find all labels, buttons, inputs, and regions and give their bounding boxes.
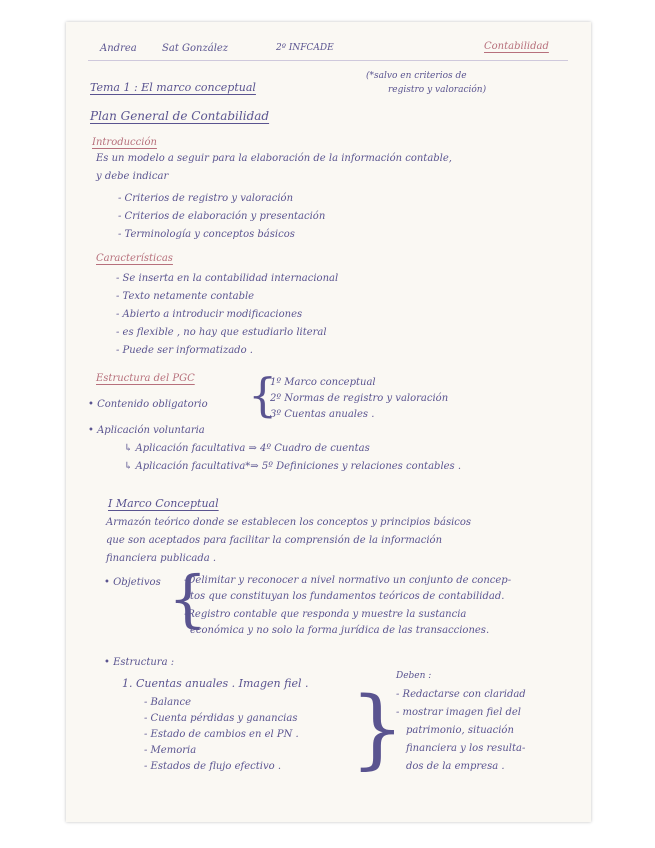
- pgc-part: 1º Marco conceptual: [270, 377, 376, 388]
- marco-heading: I Marco Conceptual: [108, 497, 219, 510]
- header-rule: [88, 60, 568, 61]
- deben-item-2b: patrimonio, situación: [406, 725, 514, 736]
- caracteristica-item: - Texto netamente contable: [116, 291, 255, 302]
- estructura-heading: Estructura del PGC: [96, 373, 195, 384]
- brace-objetivos: {: [168, 562, 208, 635]
- intro-item: - Terminología y conceptos básicos: [118, 229, 295, 240]
- objetivo-2a: -Registro contable que responda y muestre la sustancia: [184, 609, 467, 620]
- objetivo-1a: -Delimitar y reconocer a nivel normativo un conjunto de concep-: [184, 575, 512, 586]
- cuentas-item: - Balance: [144, 697, 191, 708]
- deben-item-1: - Redactarse con claridad: [396, 689, 526, 700]
- objetivo-2b: económica y no solo la forma jurídica de las transacciones.: [190, 625, 490, 636]
- title-note-line1: (*salvo en criterios de: [366, 71, 467, 81]
- deben-item-2c: financiera y los resulta-: [406, 743, 526, 754]
- intro-line2: y debe indicar: [96, 171, 169, 182]
- intro-item: - Criterios de registro y valoración: [118, 193, 294, 204]
- cuentas-item: - Estados de flujo efectivo .: [144, 761, 281, 772]
- tema-title: Tema 1 : El marco conceptual: [90, 81, 256, 94]
- contenido-obligatorio: • Contenido obligatorio: [88, 399, 208, 410]
- caracteristica-item: - Abierto a introducir modificaciones: [116, 309, 303, 320]
- intro-item: - Criterios de elaboración y presentación: [118, 211, 326, 222]
- cuentas-item: - Memoria: [144, 745, 197, 756]
- brace-pgc: {: [248, 368, 278, 422]
- caracteristica-item: - Puede ser informatizado .: [116, 345, 253, 356]
- caracteristicas-heading: Características: [96, 253, 173, 264]
- subject-label: Contabilidad: [484, 41, 549, 52]
- notebook-page: [66, 22, 591, 822]
- marco-def-line3: financiera publicada .: [106, 553, 217, 564]
- deben-label: Deben :: [396, 671, 432, 681]
- aplicacion-voluntaria: • Aplicación voluntaria: [88, 425, 205, 436]
- intro-heading: Introducción: [92, 137, 157, 148]
- intro-line1: Es un modelo a seguir para la elaboración de la información contable,: [96, 153, 452, 164]
- plan-title: Plan General de Contabilidad: [90, 109, 270, 123]
- objetivos-label: • Objetivos: [104, 577, 161, 588]
- pgc-part: 2º Normas de registro y valoración: [270, 393, 449, 404]
- cuentas-item: - Cuenta pérdidas y ganancias: [144, 713, 298, 724]
- aplicacion-facultativa-2: ↳ Aplicación facultativa*⇒ 5º Definiciones y relaciones contables .: [124, 461, 462, 472]
- pgc-part: 3º Cuentas anuales .: [270, 409, 375, 420]
- caracteristica-item: - Se inserta en la contabilidad internacional: [116, 273, 339, 284]
- title-note-line2: registro y valoración): [388, 85, 487, 95]
- marco-def-line2: que son aceptados para facilitar la comprensión de la información: [106, 535, 443, 546]
- marco-def-line1: Armazón teórico donde se establecen los conceptos y principios básicos: [106, 517, 472, 528]
- brace-deben: }: [350, 679, 405, 779]
- course-label: 2º INFCADE: [276, 43, 334, 53]
- aplicacion-facultativa-1: ↳ Aplicación facultativa ⇒ 4º Cuadro de cuentas: [124, 443, 370, 454]
- cuentas-anuales: 1. Cuentas anuales . Imagen fiel .: [122, 677, 309, 690]
- cuentas-item: - Estado de cambios en el PN .: [144, 729, 299, 740]
- deben-item-2d: dos de la empresa .: [406, 761, 505, 772]
- estructura-label: • Estructura :: [104, 657, 175, 668]
- objetivo-1b: tos que constituyan los fundamentos teóricos de contabilidad.: [190, 591, 505, 602]
- deben-item-2a: - mostrar imagen fiel del: [396, 707, 521, 718]
- caracteristica-item: - es flexible , no hay que estudiarlo literal: [116, 327, 327, 338]
- student-name: Andrea: [100, 43, 137, 54]
- student-surname: Sat González: [162, 43, 229, 54]
